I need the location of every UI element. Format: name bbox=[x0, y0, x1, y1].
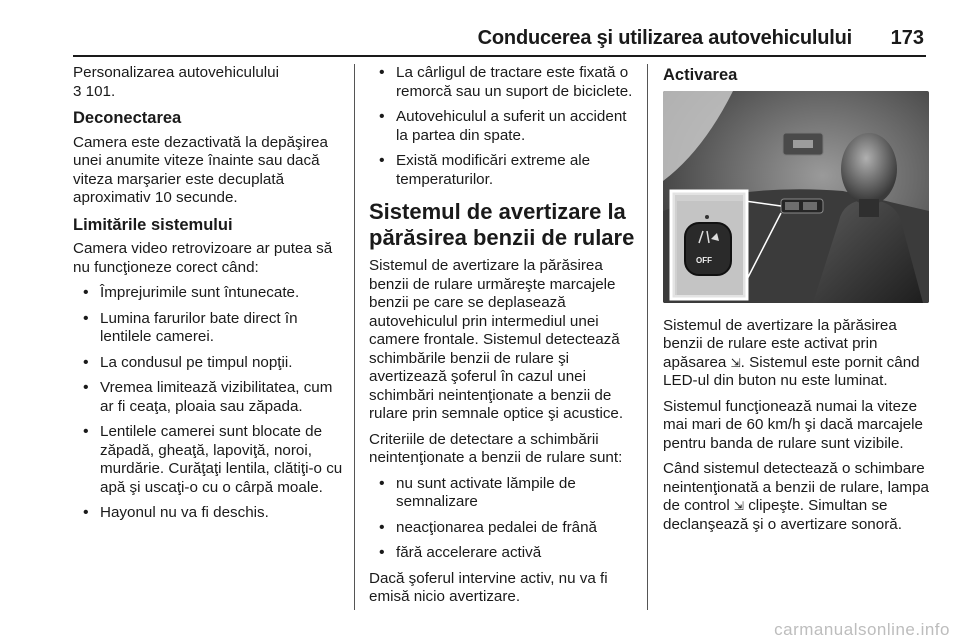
list-item: • nu sunt activate lămpile de semnalizare bbox=[369, 475, 635, 512]
list-item: • Autovehiculul a suferit un accident la partea din spate. bbox=[369, 108, 635, 145]
paragraph-limitari: Camera video retrovizoare ar putea să nu funcţioneze corect când: bbox=[73, 240, 333, 276]
lane-departure-icon: ⇲ bbox=[730, 355, 741, 370]
paragraph-sistem: Sistemul de avertizare la părăsirea benzii de rulare urmăreşte marcajele benzii pe care se deplasează autovehiculul prin intermediul unei camere frontale. Sistemul detectează schimbările benzii de rulare şi avertizează şoferul în cazul unei schimbări neintenţionate a benzii de rulare prin semnale optice şi acustice. bbox=[369, 257, 624, 422]
list-item: • Hayonul nu va fi deschis. bbox=[73, 504, 345, 523]
heading-limitari: Limitările sistemului bbox=[73, 215, 233, 234]
intro-line: Personalizarea autovehiculului bbox=[73, 64, 280, 81]
list-item: • La condusul pe timpul nopţii. bbox=[73, 354, 345, 373]
paragraph-functionare: Sistemul funcţionează numai la viteze mai mari de 60 km/h şi dacă marcajele pentru banda de rulare sunt vizibile. bbox=[663, 397, 923, 452]
list-item: • La cârligul de tractare este fixată o remorcă sau un suport de biciclete. bbox=[369, 64, 635, 101]
column-3 bbox=[663, 64, 929, 541]
page-number: 173 bbox=[890, 27, 924, 49]
text-span: clipeşte. Simultan se declanşează şi o avertizare sonoră. bbox=[663, 497, 902, 533]
list-item: • Lumina farurilor bate direct în lentilele camerei. bbox=[73, 310, 345, 347]
text-span: Sistemul de avertizare la părăsirea benzii de rulare este activat prin apăsarea bbox=[663, 316, 897, 371]
chapter-title: Conducerea şi utilizarea autovehiculului bbox=[477, 27, 852, 49]
heading-deconectarea: Deconectarea bbox=[73, 109, 182, 127]
column-1 bbox=[73, 64, 345, 530]
photo-off-label: OFF bbox=[696, 255, 712, 265]
page-reference-link[interactable]: 3 101. bbox=[73, 82, 116, 100]
heading-sistem-avertizare: Sistemul de avertizare la părăsirea benzii de rulare bbox=[369, 199, 635, 250]
list-item: • neacţionarea pedalei de frână bbox=[369, 519, 635, 538]
paragraph-deconectarea: Camera este dezactivată la depăşirea unei anumite viteze înainte sau dacă viteza marşarier este decuplată aproximativ 10 secunde. bbox=[73, 133, 328, 206]
column-divider-2 bbox=[647, 64, 648, 610]
column-2 bbox=[369, 64, 635, 614]
paragraph-criterii: Criteriile de detectare a schimbării neintenţionate a benzii de rulare sunt: bbox=[369, 430, 623, 466]
header-rule bbox=[73, 55, 926, 57]
page-header bbox=[0, 0, 960, 55]
text-span: . Sistemul este pornit când LED-ul din buton nu este luminat. bbox=[663, 353, 920, 389]
paragraph-detectie bbox=[663, 460, 929, 534]
list-item: • Lentilele camerei sunt blocate de zăpadă, gheaţă, lapoviţă, noroi, murdărie. Curăţaţi lentila, clătiţi-o cu apă şi uscaţi-o cu o cârpă moale. bbox=[73, 423, 345, 497]
list-item: • Există modificări extreme ale temperaturilor. bbox=[369, 152, 635, 189]
text-span: Când sistemul detectează o schimbare neintenţionată a benzii de rulare, lampa de control bbox=[663, 460, 929, 514]
list-item: • fără accelerare activă bbox=[369, 544, 635, 563]
watermark: carmanualsonline.info bbox=[774, 620, 950, 639]
column-divider-1 bbox=[354, 64, 355, 610]
paragraph-final: Dacă şoferul intervine activ, nu va fi emisă nicio avertizare. bbox=[369, 569, 608, 605]
paragraph-activare bbox=[663, 317, 929, 391]
lane-departure-icon: ⇲ bbox=[733, 499, 744, 513]
list-item: • Împrejurimile sunt întunecate. bbox=[73, 284, 345, 303]
list-item: • Vremea limitează vizibilitatea, cum ar fi ceaţa, ploaia sau zăpada. bbox=[73, 379, 345, 416]
lane-assist-button-illustration bbox=[663, 91, 929, 303]
heading-activarea: Activarea bbox=[663, 66, 738, 84]
intro-text bbox=[73, 64, 345, 101]
dashboard-photo bbox=[663, 91, 929, 303]
